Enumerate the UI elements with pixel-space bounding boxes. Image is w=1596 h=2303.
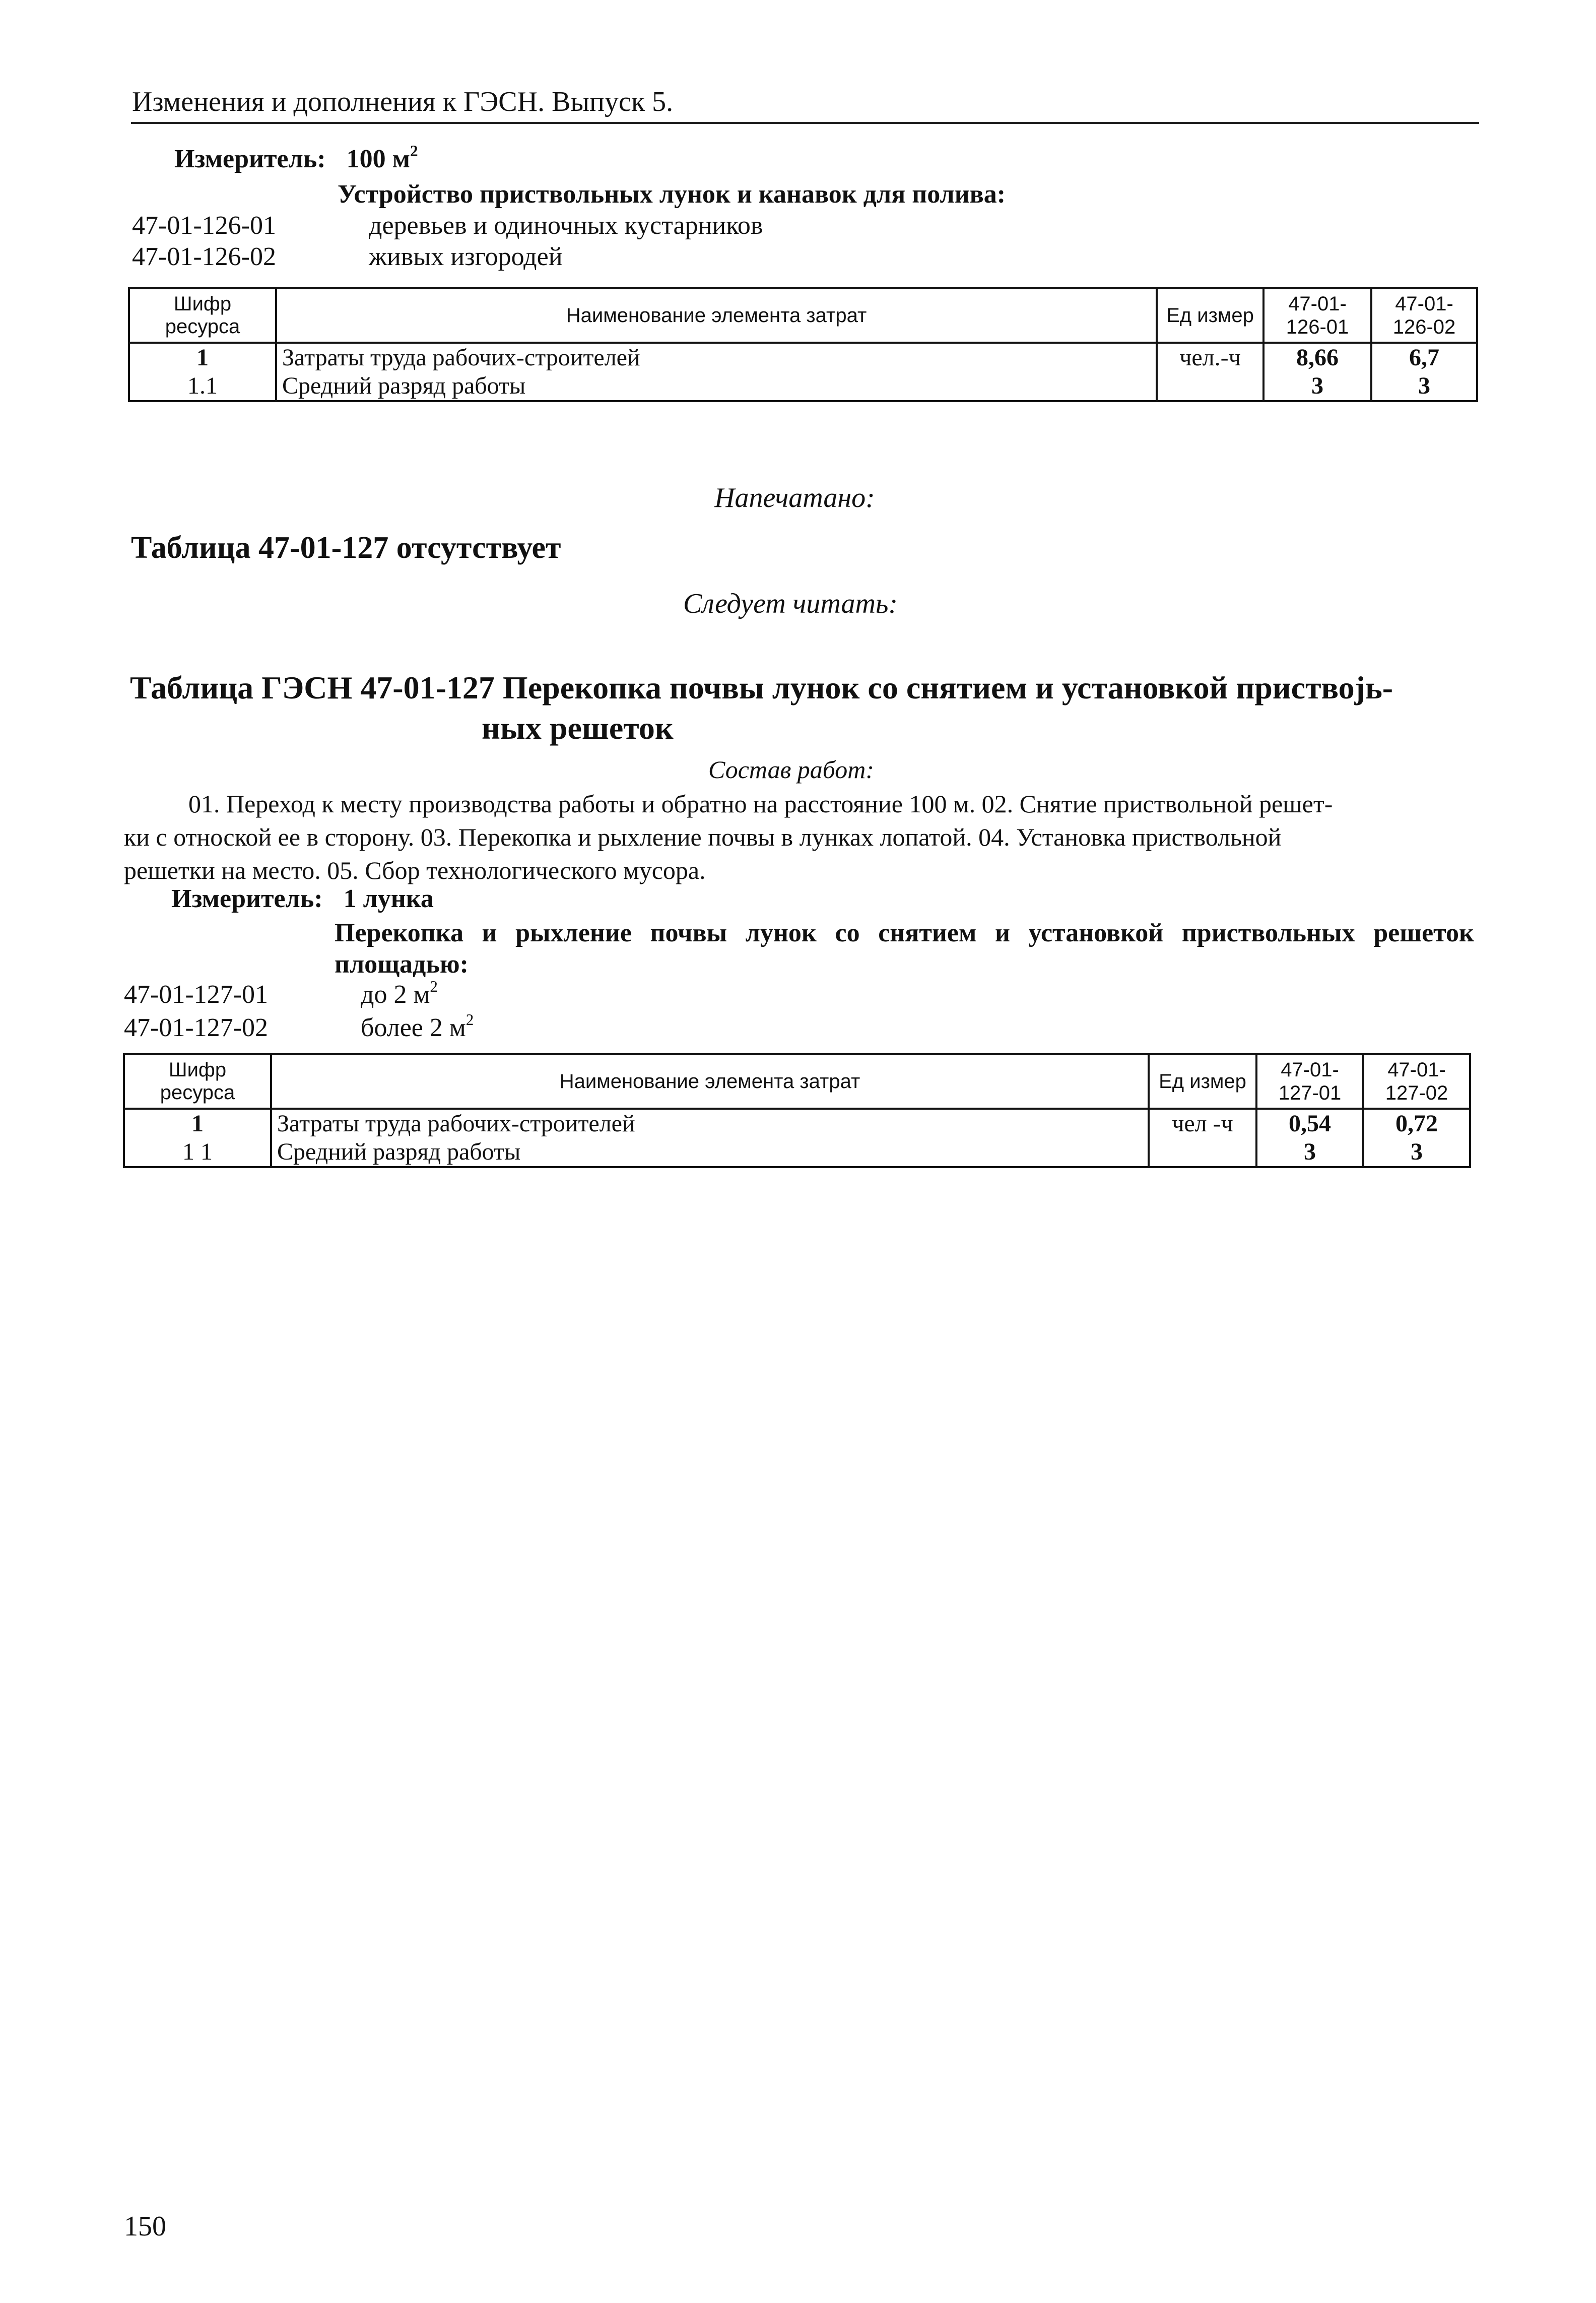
row-name: Средний разряд работы: [271, 1138, 1149, 1167]
row-name: Затраты труда рабочих-строителей: [271, 1109, 1149, 1138]
row-value-2: 3: [1363, 1138, 1470, 1167]
row-name: Затраты труда рабочих-строителей: [276, 343, 1157, 372]
row-code: 1: [124, 1109, 271, 1138]
table-row: [129, 343, 1477, 372]
th-unit: Ед измер: [1149, 1054, 1256, 1109]
row-unit: чел.-ч: [1157, 343, 1264, 372]
item-text-127-02: более 2 $м^2$: [361, 1011, 474, 1042]
row-value-1: 0,54: [1256, 1109, 1363, 1138]
meter-value-1: 100 $м^2$: [346, 142, 418, 173]
running-header: Изменения и дополнения к ГЭСН. Выпуск 5.: [132, 86, 674, 117]
work-title-2a: Перекопка и рыхление почвы лунок со снятием и установкой приствольных решеток: [335, 919, 1474, 947]
header-rule: [131, 122, 1479, 124]
item-code-127-01: 47-01-127-01: [124, 980, 268, 1009]
th-col1: 47-01- 127-01: [1256, 1054, 1363, 1109]
th-unit: Ед измер: [1157, 288, 1264, 343]
row-value-1: 8,66: [1264, 343, 1371, 372]
cost-table-126: [128, 287, 1478, 402]
row-code: 1 1: [124, 1138, 271, 1167]
read-label: Следует читать:: [683, 588, 898, 619]
meter-label-2: Измеритель:: [171, 884, 323, 913]
row-name: Средний разряд работы: [276, 372, 1157, 401]
table-row: [124, 1109, 1470, 1138]
item-text-127-01: до 2 $м^2$: [361, 978, 438, 1009]
th-code: Шифр ресурса: [124, 1054, 271, 1109]
th-name: Наименование элемента затрат: [271, 1054, 1149, 1109]
row-value-2: 3: [1371, 372, 1477, 401]
work-title-1: Устройство приствольных лунок и канавок для полива:: [338, 180, 1006, 209]
composition-label: Состав работ:: [708, 755, 875, 784]
th-col2: 47-01- 127-02: [1363, 1054, 1470, 1109]
row-code: 1: [129, 343, 276, 372]
missing-table-note: Таблица 47-01-127 отсутствует: [131, 531, 561, 565]
meter-line-2: [171, 884, 434, 914]
item-code-127-02: 47-01-127-02: [124, 1013, 268, 1042]
composition-text: 01. Переход к месту производства работы и обратно на расстояние 100 м. 02. Снятие приствольной решет-: [188, 790, 1333, 818]
row-unit: чел -ч: [1149, 1109, 1256, 1138]
table-row: [124, 1138, 1470, 1167]
composition-text-2: ки с отноской ее в сторону. 03. Перекопка и рыхление почвы в лунках лопатой. 04. Установка приствольной: [124, 823, 1282, 851]
meter-label-1: Измеритель:: [174, 145, 326, 173]
meter-value-2: 1 лунка: [343, 884, 434, 913]
th-name: Наименование элемента затрат: [276, 288, 1157, 343]
item-text-126-02: живых изгородей: [369, 242, 563, 271]
printed-label: Напечатано:: [714, 482, 875, 514]
composition-text-3: решетки на место. 05. Сбор технологического мусора.: [124, 856, 706, 884]
table-title-line-1: Таблица ГЭСН 47-01-127 Перекопка почвы лунок со снятием и установкой приствоjь-: [130, 670, 1393, 706]
work-title-2b: площадью:: [335, 950, 469, 979]
item-code-126-02: 47-01-126-02: [132, 242, 276, 271]
row-code: 1.1: [129, 372, 276, 401]
page-number: 150: [124, 2211, 166, 2242]
cost-table-127: [123, 1053, 1471, 1168]
row-value-2: 6,7: [1371, 343, 1477, 372]
row-unit: [1157, 372, 1264, 401]
meter-line-1: [174, 144, 418, 174]
th-col1: 47-01- 126-01: [1264, 288, 1371, 343]
row-value-1: 3: [1264, 372, 1371, 401]
row-value-1: 3: [1256, 1138, 1363, 1167]
th-code: Шифр ресурса: [129, 288, 276, 343]
table-row: [129, 372, 1477, 401]
row-unit: [1149, 1138, 1256, 1167]
row-value-2: 0,72: [1363, 1109, 1470, 1138]
th-col2: 47-01- 126-02: [1371, 288, 1477, 343]
item-text-126-01: деревьев и одиночных кустарников: [369, 211, 763, 240]
table-title-line-2: ных решеток: [482, 710, 674, 746]
item-code-126-01: 47-01-126-01: [132, 211, 276, 240]
